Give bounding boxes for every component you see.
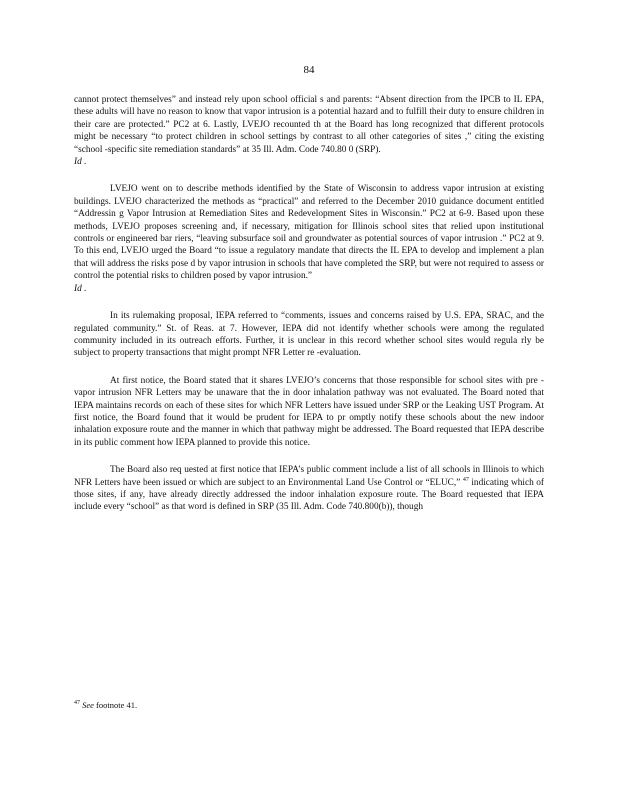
footnote-text: footnote 41. bbox=[96, 700, 138, 710]
paragraph-4: At first notice, the Board stated that it shares LVEJO’s concerns that those responsible for school sites with pre -vapor intrusion NFR Letters may be unaware that the in door inhalation pathway was not evaluated. The Board noted that IEPA maintains records on each of these sites for which NFR Letters have issued under SRP or the Leaking UST Program. At first notice, the Board found that it would be prudent for IEPA to pr omptly notify these schools about the new indoor inhalation exposure route and the manner in which that pathway might be addressed. The Board requested that IEPA describe in its public comment how IEPA planned to provide this notice. bbox=[74, 375, 544, 448]
id-citation-1: Id . bbox=[74, 157, 87, 168]
paragraph-2: LVEJO went on to describe methods identified by the State of Wisconsin to address vapor intrusion at existing buildings. LVEJO characterized the methods as “practical” and referred to the December 2010 guidance document entitled “Addressin g Vapor Intrusion at Remediation Sites and Redevelopment Sites in Wisconsin.” PC2 at 6-9. Based upon these methods, LVEJO proposes screening and, if necessary, mitigation for Illinois school sites that relied upon institutional controls or engineered bar riers, “leaving subsurface soil and groundwater as potential sources of vapor intrusion .” PC2 at 9. To this end, LVEJO urged the Board “to issue a regulatory mandate that directs the IL EPA to develop and implement a plan that will address the risks pose d by vapor intrusion in schools that have completed the SRP, but were not required to assess or control the potential risks to children posed by vapor intrusion.” bbox=[74, 184, 544, 282]
paragraph-3: In its rulemaking proposal, IEPA referred to “comments, issues and concerns raised by U.S. EPA, SRAC, and the regulated community.” St. of Reas. at 7. However, IEPA did not identify whether schools were among the regulated community included in its outreach efforts. Further, it is unclear in this record whether school sites would regula rly be subject to property transactions that might prompt NFR Letter re -evaluation. bbox=[74, 311, 544, 359]
document-body bbox=[74, 94, 544, 529]
footnote-number: 47 bbox=[74, 700, 80, 707]
footnote-47 bbox=[74, 700, 544, 711]
id-citation-2: Id . bbox=[74, 283, 87, 294]
footnote-see: See bbox=[82, 700, 94, 710]
footnote-reference-47[interactable]: 47 bbox=[462, 476, 469, 483]
paragraph-5 bbox=[74, 464, 544, 514]
paragraph-5-text-after: indicating which of those sites, if any, have already directly addressed the indoor inhalation exposure route. The Board requested that IEPA include every “school” as that word is defined in SRP (35 Ill. Adm. Code 740.800(b)), though bbox=[74, 477, 544, 513]
paragraph-5-text-before: The Board also req uested at first notice that IEPA’s public comment include a list of all schools in Illinois to which NFR Letters have been issued or which are subject to an Environmental Land Use Control or “ELUC,” bbox=[74, 465, 544, 488]
page-number: 84 bbox=[303, 64, 315, 76]
paragraph-1: cannot protect themselves” and instead rely upon school official s and parents: “Absent direction from the IPCB to IL EPA, these adults will have no reason to know that vapor intrusion is a potential hazard and to fulfill their duty to ensure children in their care are protected.” PC2 at 6. Lastly, LVEJO recounted th at the Board has long recognized that different protocols might be necessary “to protect children in school settings by contrast to all other categories of sites ,” citing the existing “school -specific site remediation standards” at 35 Ill. Adm. Code 740.80 0 (SRP). bbox=[74, 95, 544, 155]
